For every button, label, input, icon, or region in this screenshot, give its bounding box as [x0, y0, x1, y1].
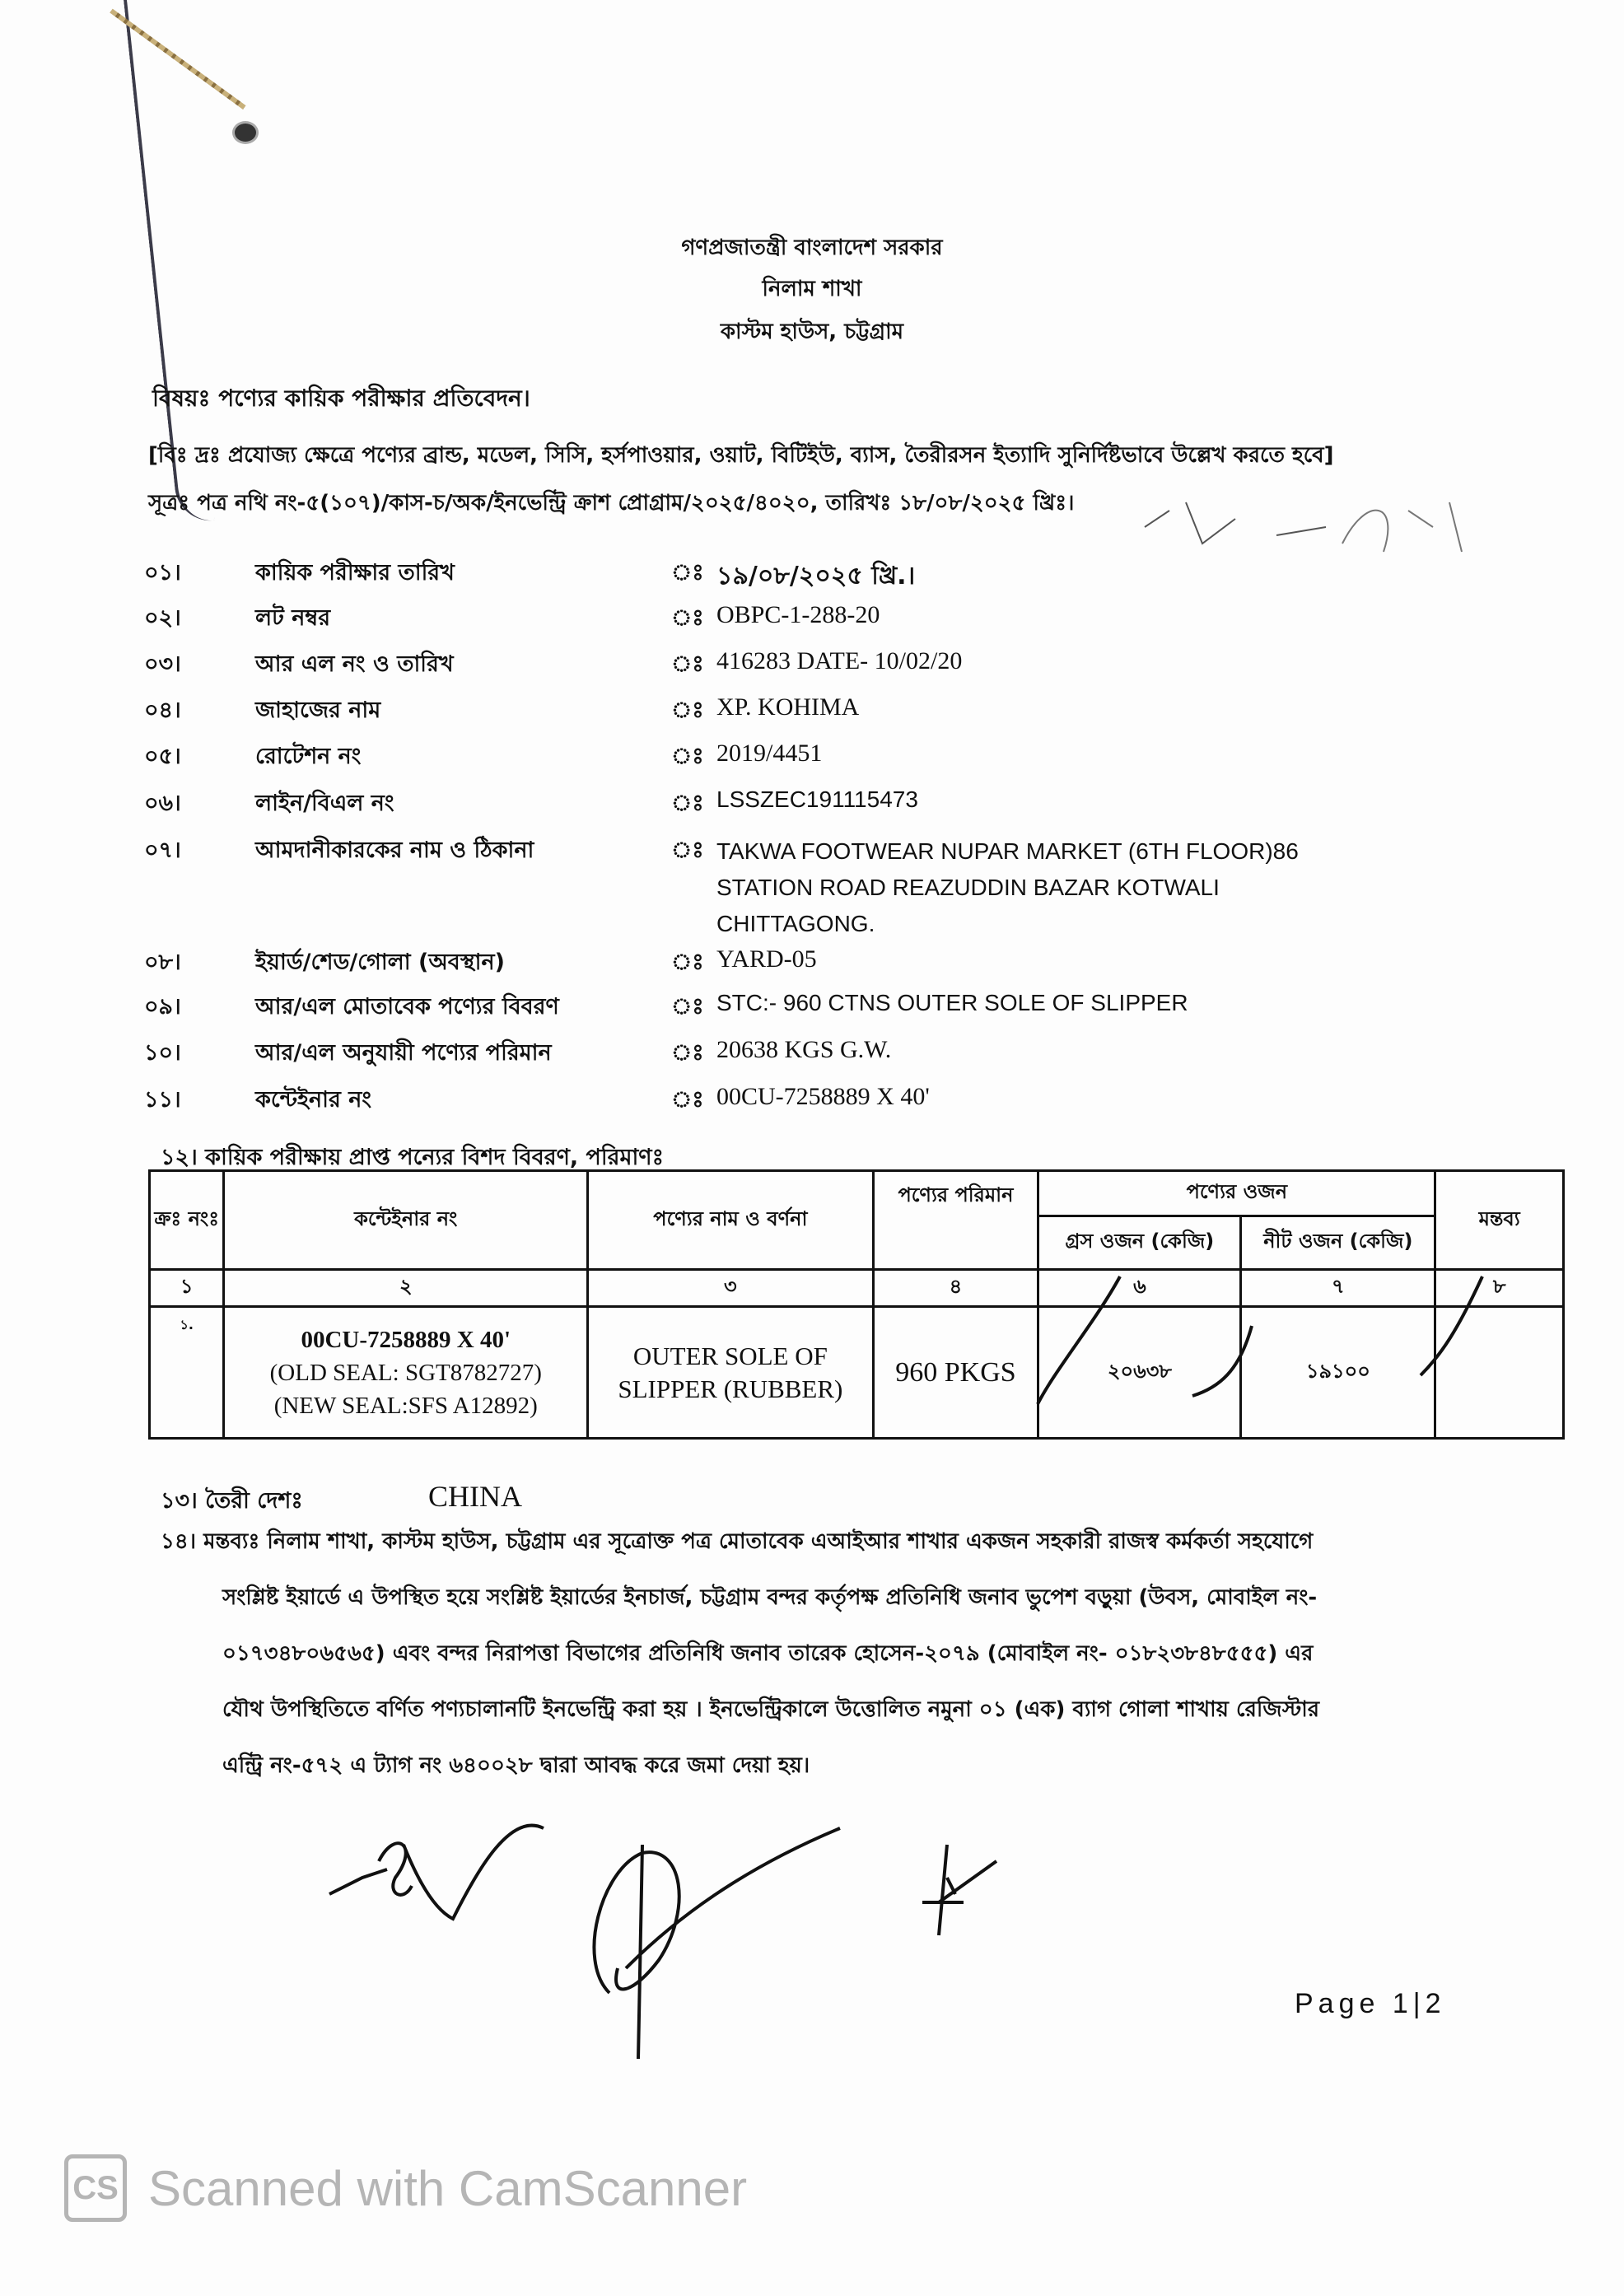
- importer-address: [716, 833, 1540, 942]
- field-number: ০৬।: [144, 791, 181, 816]
- table-header-row: [150, 1171, 1564, 1216]
- field-label: লাইন/বিএল নং: [255, 791, 394, 816]
- section-14-remarks: [161, 1514, 1511, 1794]
- header-government: গণপ্রজাতন্ত্রী বাংলাদেশ সরকার: [681, 236, 943, 260]
- header-remarks: মন্তব্য: [1435, 1171, 1564, 1270]
- field-number: ০১।: [144, 560, 181, 586]
- field-value: 00CU-7258889 X 40': [716, 1083, 930, 1110]
- address-line: TAKWA FOOTWEAR NUPAR MARKET (6TH FLOOR)86: [716, 838, 1299, 864]
- watermark-text: Scanned with CamScanner: [148, 2160, 748, 2216]
- field-number: ১০।: [144, 1040, 181, 1066]
- field-colon: ঃ: [671, 1040, 704, 1066]
- field-value: YARD-05: [716, 945, 817, 973]
- remarks-line: সংশ্লিষ্ট ইয়ার্ডে এ উপস্থিত হয়ে সংশ্লিষ্ট ইয়ার্ডের ইনচার্জ, চট্টগ্রাম বন্দর কর্তৃপক্ষ প্রতিনিধি জনাব ভুপেশ বড়ুয়া (উবস, মোবাইল নং-: [222, 1585, 1318, 1610]
- field-value: 416283 DATE- 10/02/20: [716, 647, 963, 674]
- column-number: ১: [150, 1270, 224, 1307]
- field-number: ০৪।: [144, 698, 181, 723]
- header-net-weight: নীট ওজন (কেজি): [1241, 1216, 1435, 1270]
- field-colon: ঃ: [671, 560, 704, 586]
- container-number: 00CU-7258889 X 40': [301, 1326, 511, 1353]
- field-colon: ঃ: [671, 1087, 704, 1113]
- row-quantity: 960 PKGS: [873, 1307, 1038, 1439]
- header-department: নিলাম শাখা: [762, 277, 862, 301]
- column-number: ২: [224, 1270, 588, 1307]
- field-number: ০৯।: [144, 994, 181, 1020]
- remarks-line: ১৪। মন্তব্যঃ নিলাম শাখা, কাস্টম হাউস, চট্টগ্রাম এর সূত্রোক্ত পত্র মোতাবেক এআইআর শাখার একজন সহকারী রাজস্ব কর্মকর্তা সহযোগে: [161, 1529, 1314, 1554]
- field-number: ০৮।: [144, 950, 181, 975]
- field-value: 20638 KGS G.W.: [716, 1036, 892, 1063]
- header-gross-weight: গ্রস ওজন (কেজি): [1038, 1216, 1241, 1270]
- field-colon: ঃ: [671, 950, 704, 975]
- field-colon: ঃ: [671, 838, 704, 863]
- field-number: ১১।: [144, 1087, 181, 1113]
- old-seal: (OLD SEAL: SGT8782727): [269, 1359, 542, 1386]
- field-colon: ঃ: [671, 651, 704, 677]
- field-number: ০৫।: [144, 744, 181, 769]
- camscanner-watermark: [64, 2151, 747, 2225]
- subject-line: বিষয়ঃ পণ্যের কায়িক পরীক্ষার প্রতিবেদন।: [152, 385, 530, 412]
- field-colon: ঃ: [671, 744, 704, 769]
- header-quantity: পণ্যের পরিমান: [873, 1171, 1038, 1270]
- field-value: LSSZEC191115473: [716, 786, 918, 812]
- remarks-line: এন্ট্রি নং-৫৭২ এ ট্যাগ নং ৬৪০০২৮ দ্বারা আবদ্ধ করে জমা দেয়া হয়।: [222, 1753, 810, 1778]
- header-goods: পণ্যের নাম ও বর্ণনা: [588, 1171, 873, 1270]
- handwritten-strike-marks: [1021, 1272, 1515, 1421]
- field-label: কায়িক পরীক্ষার তারিখ: [255, 560, 455, 586]
- signature-3: [922, 1845, 996, 1935]
- address-line: CHITTAGONG.: [716, 911, 875, 936]
- signatures: [313, 1795, 1021, 2075]
- field-value: 2019/4451: [716, 740, 823, 767]
- signature-2: [594, 1828, 840, 2059]
- field-label: জাহাজের নাম: [255, 698, 381, 723]
- row-serial: ১.: [150, 1307, 224, 1439]
- column-number: ৪: [873, 1270, 1038, 1307]
- field-label: আর এল নং ও তারিখ: [255, 651, 454, 677]
- field-colon: ঃ: [671, 698, 704, 723]
- field-value: STC:- 960 CTNS OUTER SOLE OF SLIPPER: [716, 990, 1188, 1015]
- column-number: ৩: [588, 1270, 873, 1307]
- field-label: রোটেশন নং: [255, 744, 362, 769]
- origin-label: ১৩। তৈরী দেশঃ: [161, 1488, 303, 1514]
- field-label: লট নম্বর: [255, 605, 331, 631]
- field-number: ০২।: [144, 605, 181, 631]
- header-serial: ক্রঃ নংঃ: [150, 1171, 224, 1270]
- page-number: Page 1|2: [1295, 1988, 1446, 2019]
- field-value: ১৯/০৮/২০২৫ খ্রি.।: [716, 562, 916, 590]
- field-colon: ঃ: [671, 605, 704, 631]
- address-line: STATION ROAD REAZUDDIN BAZAR KOTWALI: [716, 875, 1220, 900]
- section-12-title: ১২। কায়িক পরীক্ষায় প্রাপ্ত পন্যের বিশদ বিবরণ, পরিমাণঃ: [161, 1145, 664, 1170]
- field-label: আমদানীকারকের নাম ও ঠিকানা: [255, 838, 534, 863]
- field-number: ০৭।: [144, 838, 181, 863]
- row-container: [224, 1307, 588, 1439]
- field-label: আর/এল মোতাবেক পণ্যের বিবরণ: [255, 994, 559, 1020]
- row-gross-weight: ২০৬৩৮: [1038, 1307, 1241, 1439]
- signature-1: [329, 1826, 544, 1919]
- field-number: ০৩।: [144, 651, 181, 677]
- field-colon: ঃ: [671, 994, 704, 1020]
- field-colon: ঃ: [671, 791, 704, 816]
- new-seal: (NEW SEAL:SFS A12892): [273, 1392, 538, 1419]
- header-container: কন্টেইনার নং: [224, 1171, 588, 1270]
- row-net-weight: ১৯১০০: [1241, 1307, 1435, 1439]
- reference-line: সূত্রঃ পত্র নথি নং-৫(১০৭)/কাস-চ/অক/ইনভেন্ট্রি ক্রাশ প্রোগ্রাম/২০২৫/৪০২০, তারিখঃ ১৮/০৮/২০২৫ খ্রিঃ।: [148, 491, 1075, 516]
- binding-hole: [232, 121, 259, 144]
- header-weight: পণ্যের ওজন: [1038, 1171, 1435, 1216]
- goods-line: SLIPPER (RUBBER): [618, 1374, 843, 1403]
- field-label: কন্টেইনার নং: [255, 1087, 371, 1113]
- row-goods: [588, 1307, 873, 1439]
- field-label: আর/এল অনুযায়ী পণ্যের পরিমান: [255, 1040, 552, 1066]
- field-label: ইয়ার্ড/শেড/গোলা (অবস্থান): [255, 950, 505, 975]
- initial-scribbles: [1136, 478, 1482, 568]
- origin-country: CHINA: [428, 1480, 522, 1513]
- goods-line: OUTER SOLE OF: [632, 1341, 828, 1370]
- column-number: ৮: [1435, 1270, 1564, 1307]
- camscanner-logo-icon: CS: [64, 2154, 127, 2222]
- remarks-line: যৌথ উপস্থিতিতে বর্ণিত পণ্যচালানটি ইনভেন্ট্রি করা হয় । ইনভেন্ট্রিকালে উত্তোলিত নমুনা ০১ (এক) ব্যাগ গোলা শাখায় রেজিস্টার: [222, 1697, 1320, 1722]
- header-office: কাস্টম হাউস, চট্টগ্রাম: [720, 320, 904, 344]
- field-value: OBPC-1-288-20: [716, 601, 880, 628]
- column-number: ৭: [1241, 1270, 1435, 1307]
- field-value: XP. KOHIMA: [716, 693, 860, 721]
- remarks-line: ০১৭৩৪৮০৬৫৬৫) এবং বন্দর নিরাপত্তা বিভাগের প্রতিনিধি জনাব তারেক হোসেন-২০৭৯ (মোবাইল নং- ০১৮২৩৮৪৮৫৫৫) এর: [222, 1641, 1314, 1666]
- column-number: ৬: [1038, 1270, 1241, 1307]
- nb-note: [বিঃ দ্রঃ প্রযোজ্য ক্ষেত্রে পণ্যের ব্রান্ড, মডেল, সিসি, হর্সপাওয়ার, ওয়াট, বিটিইউ, ব্যাস, তৈরীরসন ইত্যাদি সুনির্দিষ্টভাবে উল্লেখ করতে হবে]: [148, 443, 1334, 468]
